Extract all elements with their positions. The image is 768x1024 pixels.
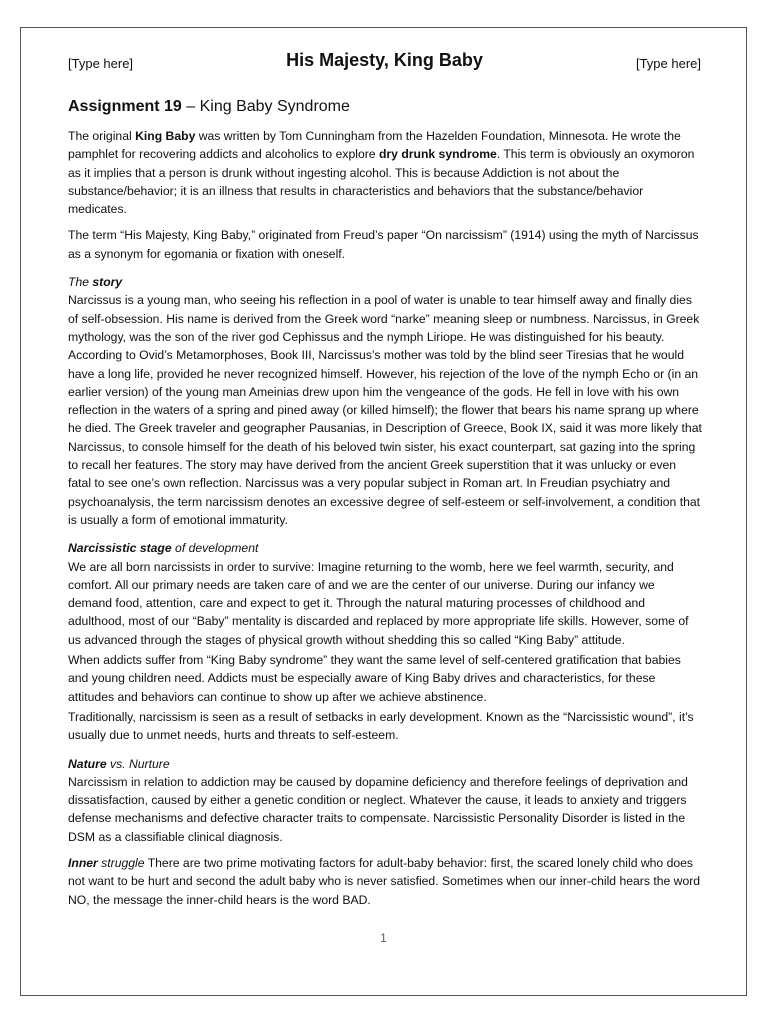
header-right-placeholder[interactable]: [Type here]: [635, 56, 701, 71]
story-heading-italic: The: [68, 275, 93, 290]
stage-paragraph-2: When addicts suffer from “King Baby syndrome” they want the same level of self-centered gratification that babies and young children need. Addicts must be especially aware of King Baby drives and characteristics, for these attitudes and behaviors can continue to show up after we achieve abstinence.: [68, 653, 681, 704]
document-body: [68, 96, 702, 917]
intro-text: . This term is obviously an oxymoron as it implies that a person is drunk without ingesting alcohol. This is because Addiction is not about the substance/behavior; it is an illness that results in characteristics and behaviors that the substance/behavior medicates.: [68, 147, 695, 217]
stage-heading-italic: of development: [171, 541, 259, 556]
assignment-heading: [68, 96, 702, 118]
origin-paragraph: The term “His Majesty, King Baby,” originated from Freud’s paper “On narcissism” (1914) using the myth of Narcissus as a synonym for egomania or fixation with oneself.: [68, 228, 699, 261]
header-left-placeholder[interactable]: [Type here]: [68, 56, 134, 71]
document-title: His Majesty, King Baby: [286, 50, 483, 70]
stage-heading: [68, 539, 702, 557]
intro-bold-dry-drunk: dry drunk syndrome: [378, 147, 497, 162]
inner-text: There are two prime motivating factors for adult-baby behavior: first, the scared lonely child who does not want to be hurt and second the adult baby who is never satisfied. Sometimes when our inner-child hears the word NO, the message the inner-child hears is the word BAD.: [68, 855, 701, 907]
page-number: 1: [380, 931, 387, 945]
assignment-label: Assignment 19: [68, 98, 182, 115]
nature-paragraph: Narcissism in relation to addiction may be caused by dopamine deficiency and therefore feelings of deprivation and dissatisfaction, caused by either a genetic condition or neglect. Whatever the cause, it leads to anxiety and triggers defense mechanisms and defective character traits to compensate. Narcissistic Personality Disorder is listed in the DSM as a classifiable clinical diagnosis.: [68, 774, 688, 844]
story-heading-bold: story: [92, 275, 123, 290]
stage-heading-bold: Narcissistic stage: [68, 541, 172, 556]
nature-heading-italic: vs. Nurture: [106, 756, 170, 771]
inner-heading-italic: struggle: [97, 855, 145, 870]
intro-bold-king-baby: King Baby: [135, 129, 196, 143]
intro-text: The original: [68, 129, 136, 143]
nature-heading: [68, 755, 702, 773]
story-paragraph: Narcissus is a young man, who seeing his reflection in a pool of water is unable to tear himself away and finally dies of self-obsession. His name is derived from the Greek word “narke” meaning sleep or numbness. Narcissus, in Greek mythology, was the son of the river god Cephissus and the nymph Liriope. He was distinguished for his beauty. According to Ovid’s Metamorphoses, Book III, Narcissus’s mother was told by the blind seer Tiresias that he would have a long life, provided he never recognized himself. However, his rejection of the love of the nymph Echo or (in an earlier version) of the young man Ameinias drew upon him the vengeance of the gods. He fell in love with his own reflection in the waters of a spring and pined away (or killed himself); the flower that bears his name sprang up where he died. The Greek traveler and geographer Pausanias, in Description of Greece, Book IX, said it was more likely that Narcissus, to console himself for the death of his beloved twin sister, his exact counterpart, sat gazing into the spring to recall her features. The story may have derived from the ancient Greek superstition that it was unlucky or even fatal to see one’s own reflection. Narcissus was a very popular subject in Roman art. In Freudian psychiatry and psychoanalysis, the term narcissism denotes an excessive degree of self-esteem or self-involvement, a condition that is usually a form of emotional immaturity.: [68, 293, 702, 527]
intro-paragraph: [68, 127, 702, 218]
inner-paragraph: [68, 854, 702, 909]
stage-paragraph-3: Traditionally, narcissism is seen as a result of setbacks in early development. Known as the “Narcissistic wound”, it’s usually due to unmet needs, hurts and threats to self-esteem.: [68, 709, 694, 743]
stage-paragraph-1: We are all born narcissists in order to survive: Imagine returning to the womb, here we feel warmth, security, and comfort. All our primary needs are taken care of and we are the center of our universe. During our infancy we demand food, attention, care and expect to get it. Through the natural maturing processes of childhood and adulthood, most of our “Baby” mentality is discarded and replaced by more appropriate life skills. However, some of us advanced through the stages of physical growth without shedding this so called “King Baby” attitude.: [68, 559, 689, 647]
assignment-subtitle: – King Baby Syndrome: [181, 98, 350, 115]
nature-heading-bold: Nature: [68, 756, 107, 771]
intro-text: was written by Tom Cunningham from the Hazelden Foundation, Minnesota. He wrote the pamphlet for recovering addicts and alcoholics to explore: [68, 129, 681, 162]
page-header: [68, 50, 701, 76]
inner-heading-bold: Inner: [68, 855, 98, 870]
document-page: [20, 27, 747, 996]
story-heading: [68, 273, 702, 291]
